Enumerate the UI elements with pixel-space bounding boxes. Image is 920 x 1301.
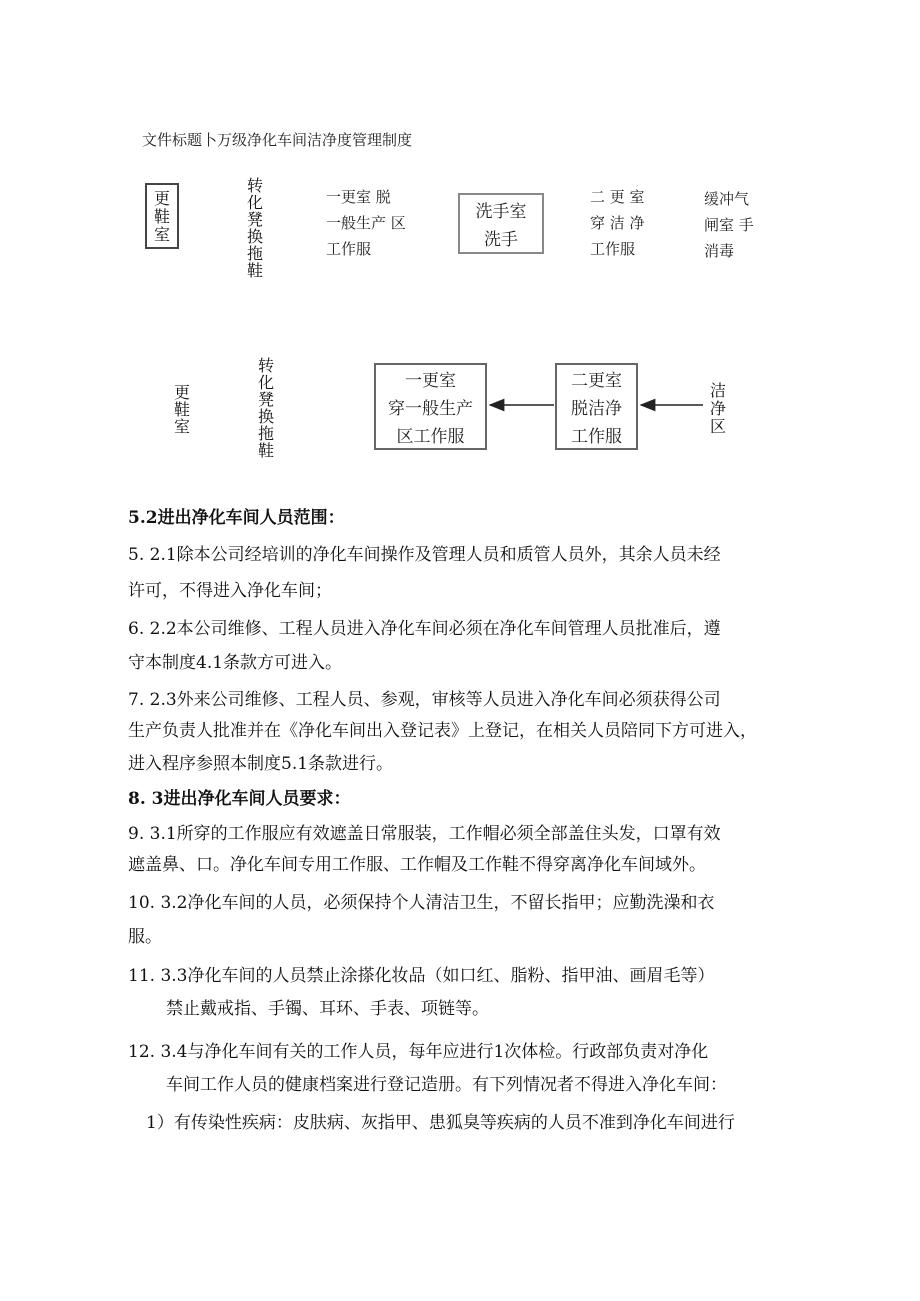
section-5-2-heading: 5.2进出净化车间人员范围：: [128, 508, 345, 528]
change-slippers-label-2: 转 化 凳 换 拖 鞋: [257, 356, 274, 460]
shoe-room-label: 更 鞋 室: [153, 189, 170, 244]
section-8-heading: 8. 3进出净化车间人员要求：: [128, 789, 351, 809]
paragraph-line: 服。: [128, 927, 162, 947]
paragraph-line: 1）有传染性疾病：皮肤病、灰指甲、患狐臭等疾病的人员不准到净化车间进行: [146, 1113, 735, 1133]
paragraph-line: 12. 3.4与净化车间有关的工作人员，每年应进行1次体检。行政部负责对净化: [128, 1042, 709, 1062]
paragraph-line: 遮盖鼻、口。净化车间专用工作服、工作帽及工作鞋不得穿离净化车间域外。: [128, 855, 706, 875]
second-change-room-label-2: 二更室 脱洁净 工作服: [571, 371, 622, 447]
paragraph-line: 6. 2.2本公司维修、工程人员进入净化车间必须在净化车间管理人员批准后，遵: [128, 619, 721, 639]
flow-arrows: [0, 0, 920, 500]
paragraph-line: 禁止戴戒指、手镯、耳环、手表、项链等。: [166, 999, 489, 1019]
paragraph-line: 生产负责人批准并在《净化车间出入登记表》上登记，在相关人员陪同下方可进入，: [128, 721, 757, 741]
paragraph-line: 9. 3.1所穿的工作服应有效遮盖日常服装，工作帽必须全部盖住头发，口罩有效: [128, 824, 721, 844]
paragraph-line: 守本制度4.1条款方可进入。: [128, 653, 343, 673]
second-change-room-label: 二 更 室 穿 洁 净 工作服: [590, 188, 645, 258]
buffer-room-label: 缓冲气 闸室 手 消毒: [704, 190, 754, 260]
paragraph-line: 进入程序参照本制度5.1条款进行。: [128, 754, 394, 774]
first-change-room-label-2: 一更室 穿一般生产 区工作服: [388, 371, 473, 447]
paragraph-line: 7. 2.3外来公司维修、工程人员、参观，审核等人员进入净化车间必须获得公司: [128, 690, 721, 710]
paragraph-line: 10. 3.2净化车间的人员，必须保持个人清洁卫生，不留长指甲；应勤洗澡和衣: [128, 893, 715, 913]
shoe-room-label-2: 更 鞋 室: [173, 383, 190, 436]
clean-zone-label: 洁 净 区: [709, 381, 726, 436]
paragraph-line: 车间工作人员的健康档案进行登记造册。有下列情况者不得进入净化车间：: [166, 1075, 727, 1095]
wash-room-label: 洗手室 洗手: [475, 202, 527, 250]
paragraph-line: 11. 3.3净化车间的人员禁止涂搽化妆品（如口红、脂粉、指甲油、画眉毛等）: [128, 966, 715, 986]
first-change-room-label: 一更室 脱 一般生产 区 工作服: [326, 188, 406, 258]
change-slippers-label: 转 化 凳 换 拖 鞋: [246, 176, 263, 280]
document-title: 文件标题卜万级净化车间洁净度管理制度: [142, 131, 413, 149]
paragraph-line: 5. 2.1除本公司经培训的净化车间操作及管理人员和质管人员外，其余人员未经: [128, 545, 721, 565]
paragraph-line: 许可，不得进入净化车间；: [128, 581, 332, 601]
